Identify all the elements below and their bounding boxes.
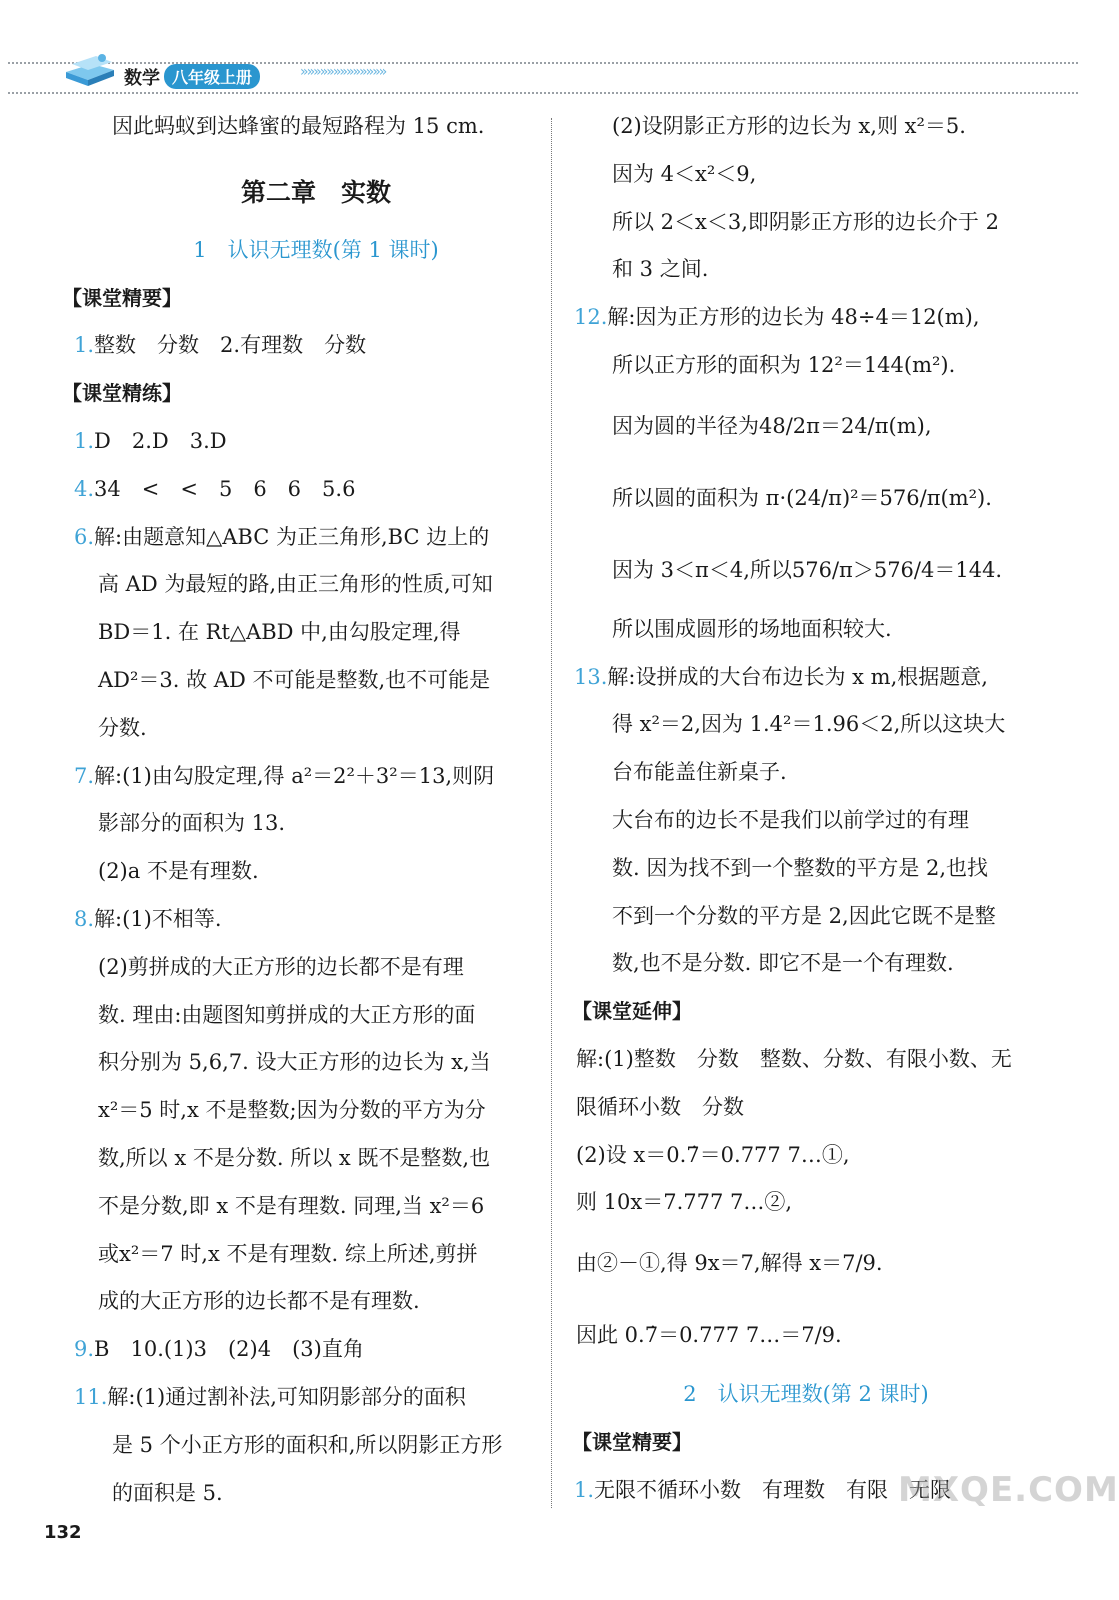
text-line — [98, 1278, 534, 1326]
line-text: 因为 3＜π＜4,所以576/π＞576/4＝144. — [612, 557, 1003, 582]
text-line — [74, 896, 534, 944]
section-tag — [572, 988, 1036, 1036]
line-text: 积分别为 5,6,7. 设大正方形的边长为 x,当 — [98, 1050, 491, 1075]
line-text: 因为圆的半径为48/2π＝24/π(m), — [612, 413, 932, 438]
line-text: 第二章 实数 — [240, 177, 391, 207]
text-line — [576, 342, 1036, 390]
line-text: 解:(1)不相等. — [94, 906, 222, 931]
line-text: (2)剪拼成的大正方形的边长都不是有理 — [98, 954, 464, 979]
text-line — [98, 103, 534, 151]
item-number: 4. — [74, 476, 95, 501]
line-text: 不到一个分数的平方是 2,因此它既不是整 — [612, 903, 996, 928]
text-line — [98, 992, 534, 1040]
item-number: 9. — [74, 1337, 95, 1362]
text-line — [576, 797, 1036, 845]
text-line — [576, 199, 1036, 247]
line-text: 解:设拼成的大台布边长为 x m,根据题意, — [607, 664, 988, 689]
line-text: 由②－①,得 9x＝7,解得 x＝7/9. — [576, 1251, 883, 1276]
page-number: 132 — [44, 1522, 82, 1543]
page-header — [0, 0, 1094, 110]
text-line — [576, 606, 1036, 654]
text-line — [576, 749, 1036, 797]
text-line — [98, 1470, 534, 1518]
text-line — [576, 1299, 1036, 1371]
header-grade-badge: 八年级上册 — [164, 64, 260, 89]
line-text: 所以围成圆形的场地面积较大. — [612, 616, 892, 641]
header-dotted-line — [8, 92, 1078, 94]
text-line — [576, 1084, 1036, 1132]
line-text: 因此蚂蚁到达蜂蜜的最短路程为 15 cm. — [112, 114, 485, 138]
line-text: 影部分的面积为 13. — [98, 811, 286, 836]
text-line — [576, 701, 1036, 749]
text-line — [576, 893, 1036, 941]
item-number: 1. — [74, 428, 95, 453]
line-text: 1 认识无理数(第 1 课时) — [193, 237, 439, 262]
text-line — [98, 1135, 534, 1183]
line-text: 所以圆的面积为 π·(24/π)²＝576/π(m²). — [612, 485, 992, 510]
text-line — [576, 845, 1036, 893]
line-text: (2)a 不是有理数. — [98, 859, 259, 884]
line-text: 成的大正方形的边长都不是有理数. — [98, 1289, 420, 1314]
text-line — [98, 1231, 534, 1279]
text-line — [98, 800, 534, 848]
line-text: 台布能盖住新桌子. — [612, 760, 787, 785]
section-tag — [572, 1419, 1036, 1467]
text-line — [98, 609, 534, 657]
header-arrows-decoration: »»»»»»»»»»»»» — [300, 64, 386, 80]
text-line — [576, 1227, 1036, 1299]
line-text: 大台布的边长不是我们以前学过的有理 — [612, 807, 969, 832]
line-text: 数. 因为找不到一个整数的平方是 2,也找 — [612, 855, 989, 880]
line-text: 【课堂延伸】 — [572, 999, 692, 1024]
line-text: (2)设阴影正方形的边长为 x,则 x²＝5. — [612, 114, 966, 138]
line-text: 是 5 个小正方形的面积和,所以阴影正方形 — [112, 1432, 503, 1457]
item-number: 7. — [74, 763, 95, 788]
line-text: 分数. — [98, 715, 147, 740]
text-line — [74, 753, 534, 801]
section-title — [98, 227, 534, 275]
text-line — [576, 534, 1036, 606]
text-line — [574, 654, 1036, 702]
header-dotted-line — [8, 62, 1078, 64]
item-number: 1. — [574, 1477, 595, 1502]
watermark-logo: MXQE.COM — [898, 1470, 1119, 1510]
line-text: 解:(1)由勾股定理,得 a²＝2²＋3²＝13,则阴 — [94, 763, 495, 788]
chapter-title — [98, 151, 534, 227]
item-number: 12. — [574, 305, 608, 330]
line-text: 或x²＝7 时,x 不是有理数. 综上所述,剪拼 — [98, 1241, 478, 1266]
line-text: BD＝1. 在 Rt△ABD 中,由勾股定理,得 — [98, 620, 461, 645]
line-text: x²＝5 时,x 不是整数;因为分数的平方为分 — [98, 1098, 486, 1123]
text-line — [74, 1374, 534, 1422]
item-number: 1. — [74, 333, 95, 358]
text-line — [576, 940, 1036, 988]
text-line — [74, 1326, 534, 1374]
line-text: 解:(1)整数 分数 整数、分数、有限小数、无 — [576, 1046, 1012, 1071]
line-text: 数. 理由:由题图知剪拼成的大正方形的面 — [98, 1002, 476, 1027]
text-line — [98, 848, 534, 896]
line-text: 的面积是 5. — [112, 1480, 223, 1505]
line-text: 高 AD 为最短的路,由正三角形的性质,可知 — [98, 572, 493, 597]
text-line — [576, 1132, 1036, 1180]
line-text: B 10.(1)3 (2)4 (3)直角 — [94, 1337, 364, 1362]
line-text: 整数 分数 2.有理数 分数 — [94, 333, 367, 358]
line-text: (2)设 x＝0.7̇＝0.777 7…①, — [576, 1142, 850, 1167]
line-text: 数,也不是分数. 即它不是一个有理数. — [612, 951, 954, 976]
text-line — [98, 1039, 534, 1087]
item-number: 8. — [74, 906, 95, 931]
section-title — [576, 1371, 1036, 1419]
text-line — [98, 561, 534, 609]
section-tag — [62, 370, 534, 418]
column-divider — [551, 118, 552, 1508]
line-text: 所以正方形的面积为 12²＝144(m²). — [612, 352, 956, 377]
line-text: 34 < < 5 6 6 5.6 — [94, 476, 356, 501]
line-text: 2 认识无理数(第 2 课时) — [683, 1382, 929, 1407]
text-line — [98, 1183, 534, 1231]
line-text: 所以 2＜x＜3,即阴影正方形的边长介于 2 — [612, 209, 999, 234]
item-number: 6. — [74, 524, 95, 549]
text-line — [74, 322, 534, 370]
text-line — [98, 1422, 534, 1470]
text-line — [576, 390, 1036, 462]
text-line — [74, 466, 534, 514]
line-text: 【课堂精要】 — [62, 285, 182, 310]
line-text: 【课堂精要】 — [572, 1429, 692, 1454]
left-column — [62, 103, 534, 1517]
item-number: 13. — [574, 664, 608, 689]
line-text: 不是分数,即 x 不是有理数. 同理,当 x²＝6 — [98, 1193, 485, 1218]
line-text: 因为 4＜x²＜9, — [612, 161, 757, 186]
text-line — [576, 1179, 1036, 1227]
text-line — [74, 514, 534, 562]
line-text: 解:(1)通过割补法,可知阴影部分的面积 — [107, 1384, 466, 1409]
item-number: 11. — [74, 1384, 108, 1409]
line-text: AD²＝3. 故 AD 不可能是整数,也不可能是 — [98, 667, 491, 692]
line-text: 因此 0.7̇＝0.777 7…＝7/9. — [576, 1323, 842, 1348]
line-text: 【课堂精练】 — [62, 381, 182, 406]
line-text: 无限不循环小数 有理数 有限 无限 — [594, 1477, 952, 1502]
text-line — [74, 418, 534, 466]
line-text: 解:由题意知△ABC 为正三角形,BC 边上的 — [94, 524, 490, 549]
line-text: 限循环小数 分数 — [576, 1094, 744, 1119]
text-line — [576, 246, 1036, 294]
text-line — [98, 1087, 534, 1135]
line-text: 解:因为正方形的边长为 48÷4＝12(m), — [607, 305, 980, 330]
line-text: 和 3 之间. — [612, 257, 709, 282]
text-line — [98, 944, 534, 992]
header-subject: 数学 — [124, 68, 160, 89]
right-column — [572, 103, 1036, 1515]
text-line — [98, 657, 534, 705]
text-line — [576, 462, 1036, 534]
text-line — [574, 294, 1036, 342]
text-line — [576, 1036, 1036, 1084]
text-line — [576, 151, 1036, 199]
text-line — [576, 103, 1036, 151]
section-tag — [62, 275, 534, 323]
line-text: 得 x²＝2,因为 1.4²＝1.96＜2,所以这块大 — [612, 712, 1006, 737]
line-text: D 2.D 3.D — [94, 428, 227, 453]
line-text: 数,所以 x 不是分数. 所以 x 既不是整数,也 — [98, 1145, 491, 1170]
book-stack-icon — [62, 50, 118, 88]
text-line — [98, 705, 534, 753]
line-text: 则 10x＝7.777 7…②, — [576, 1190, 793, 1215]
